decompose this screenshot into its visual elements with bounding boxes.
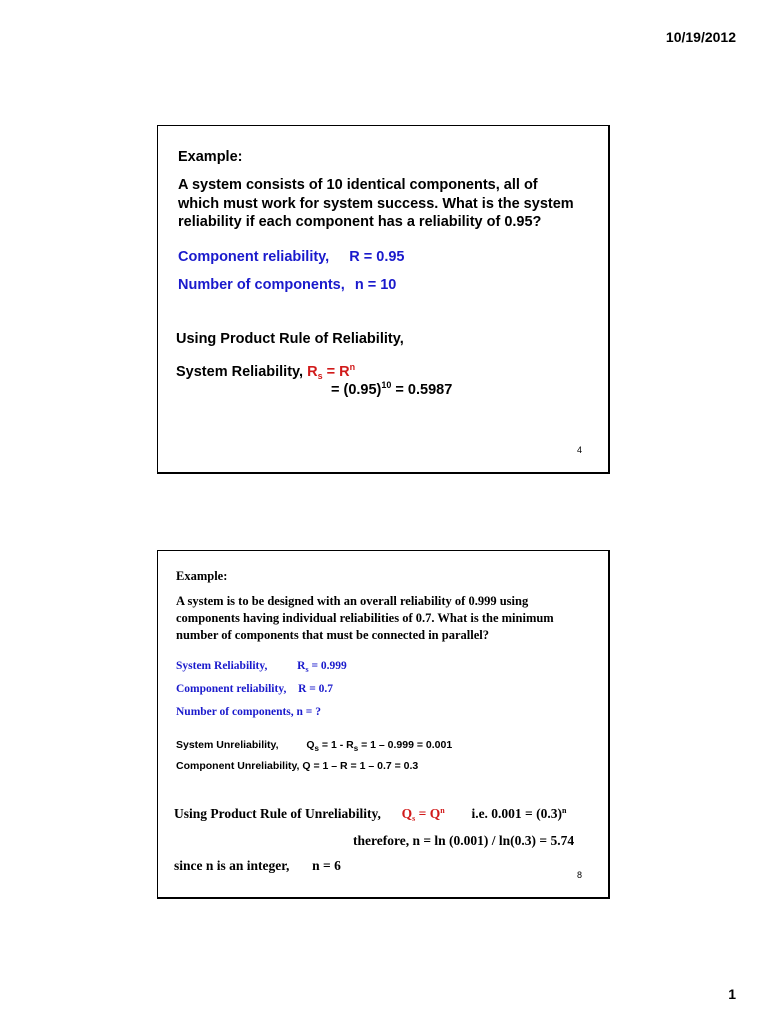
page-number: 1 xyxy=(728,986,736,1002)
component-unreliability-line: Component Unreliability, Q = 1 – R = 1 – 0.7 = 0.3 xyxy=(176,760,419,772)
qs-formula: $Q_s = Q^n$ xyxy=(401,806,445,823)
integer-line: since n is an integer, n = 6 xyxy=(174,858,341,873)
system-reliability-line: System Reliability, $R_s = 0.999$ xyxy=(176,660,347,674)
problem-line-2: which must work for system success. What is the system xyxy=(178,196,574,212)
num-components-line: Number of components, n = ? xyxy=(176,706,321,718)
problem-line-1: A system is to be designed with an overall reliability of 0.999 using xyxy=(176,594,529,608)
rs-formula: $R_s = R^n$ xyxy=(307,362,356,381)
system-reliability-label: System Reliability, xyxy=(176,364,304,380)
problem-line-3: number of components that must be connected in parallel? xyxy=(176,628,489,642)
slide-heading: Example: xyxy=(178,149,243,165)
slide-number: 4 xyxy=(576,445,582,455)
unreliability-rule-line: Using Product Rule of Unreliability, $Q_s = Q^n$ i.e. $0.001 = (0.3)^n$ xyxy=(174,806,567,823)
product-rule-line: Using Product Rule of Reliability, xyxy=(176,331,404,347)
num-components-label: Number of components, xyxy=(178,277,345,293)
problem-line-3: reliability if each component has a reliability of 0.95? xyxy=(178,214,542,230)
num-components-line xyxy=(178,276,396,295)
slide-8 xyxy=(157,550,610,899)
slide-heading: Example: xyxy=(176,569,228,583)
therefore-line: therefore, n = ln (0.001) / ln(0.3) = 5.74 xyxy=(353,833,575,848)
component-reliability-label: Component reliability, xyxy=(178,249,330,265)
num-components-value: n = 10 xyxy=(354,277,397,293)
component-reliability-line xyxy=(178,248,404,267)
system-unreliability-line: System Unreliability, $Q_s = 1 - R_s = 1 - 0.999 = 0.001$ xyxy=(176,739,453,753)
problem-line-2: components having individual reliabilities of 0.7. What is the minimum xyxy=(176,611,554,625)
result-line: = $(0.95)^{10} = 0.5987$ xyxy=(331,380,453,398)
component-reliability-line: Component reliability, R = 0.7 xyxy=(176,683,334,695)
slide-number: 8 xyxy=(576,870,582,880)
header-date: 10/19/2012 xyxy=(665,29,736,45)
system-reliability-line xyxy=(176,358,355,386)
component-reliability-value: R = 0.95 xyxy=(349,249,405,265)
problem-line-1: A system consists of 10 identical components, all of xyxy=(178,177,538,193)
slide-4 xyxy=(157,125,610,474)
